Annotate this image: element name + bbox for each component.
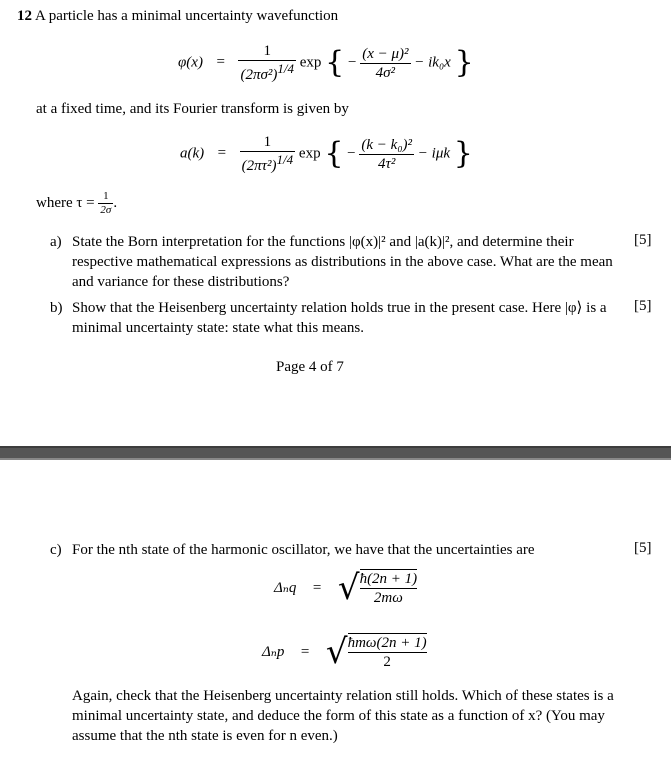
fourier-equation: a(k) = $\frac{1}{(2\pi\tau^2)^{1/4}}$ exp { − $\frac{\text{(k − k₀)²}}{\text{4τ²}}$ − iμk }	[180, 134, 473, 174]
eq1-prefactor-den: $(2\pi\sigma^2)^{1/4}$	[240, 61, 294, 83]
page-break-divider	[0, 446, 671, 460]
question-heading	[17, 7, 338, 25]
part-c-label: c)	[50, 542, 62, 558]
eq1-tail: − ik₀x	[414, 54, 451, 71]
eq2-tail: − iμk	[417, 145, 451, 162]
eq2-exp: exp	[298, 145, 321, 162]
eq1-prefactor	[238, 42, 296, 84]
part-a-label: a)	[50, 234, 62, 250]
part-b-marks: [5]	[634, 298, 652, 314]
eq2-inner-fraction: $\frac{\text{(k − k₀)²}}{\text{4τ²}}$	[361, 136, 413, 172]
eq1-prefactor-num: 1	[263, 43, 271, 59]
eq2-lhs: a(k)	[180, 145, 205, 162]
eq2-equals: =	[217, 145, 227, 162]
eq2-left-brace: {	[324, 136, 344, 171]
delta-q-equation: Δₙq = √ $\frac{ħ(2n + 1)}{2m\omega}$	[274, 568, 418, 608]
part-a-text: State the Born interpretation for the functions |φ(x)|² and |a(k)|², and determine their respective mathematical expressions as distributions in the above case. What are the mean and variance for these distributions?	[72, 234, 613, 290]
part-b-text: Show that the Heisenberg uncertainty relation holds true in the present case. Here |φ⟩ is a minimal uncertainty state: state what this means.	[72, 300, 607, 336]
eq1-inner-fraction: $\frac{\text{(x − μ)²}}{\text{4σ²}}$	[362, 45, 409, 81]
eq1-lhs: φ(x)	[178, 54, 203, 71]
eq1-left-brace: {	[325, 45, 345, 80]
fourier-intro-text: at a fixed time, and its Fourier transform is given by	[36, 101, 349, 117]
question-number: 12	[17, 8, 32, 24]
part-a-marks: [5]	[634, 232, 652, 248]
part-c-text: For the nth state of the harmonic oscillator, we have that the uncertainties are	[72, 542, 535, 558]
part-b-label: b)	[50, 300, 63, 316]
eq2-prefactor: $\frac{1}{(2\pi\tau^2)^{1/4}}$	[241, 134, 294, 174]
tau-definition: where τ = $\frac{1}{2\sigma}$ .	[36, 190, 118, 217]
eq1-right-brace: }	[454, 45, 474, 80]
delta-p-equation: Δₙp = √ ħmω(2n + 1) 2	[262, 632, 427, 672]
eq2-right-brace: }	[453, 136, 473, 171]
part-c-marks: [5]	[634, 540, 652, 556]
part-c-followup: Again, check that the Heisenberg uncertainty relation still holds. Which of these states is a minimal uncertainty state, and deduce the form of this state as a function of x? (You may assume that the nth state is even for n even.)	[72, 688, 614, 744]
eq1-equals: =	[216, 54, 225, 71]
question-intro: A particle has a minimal uncertainty wavefunction	[34, 8, 339, 24]
page-number: Page 4 of 7	[276, 359, 344, 375]
eq1-exp: exp	[299, 54, 322, 71]
wavefunction-equation: φ(x) = $\frac{1}{(2\pi\sigma^2)^{1/4}}$ exp { − $\frac{\text{(x − μ)²}}{\text{4σ²}}$ − ik₀x }	[178, 43, 474, 83]
